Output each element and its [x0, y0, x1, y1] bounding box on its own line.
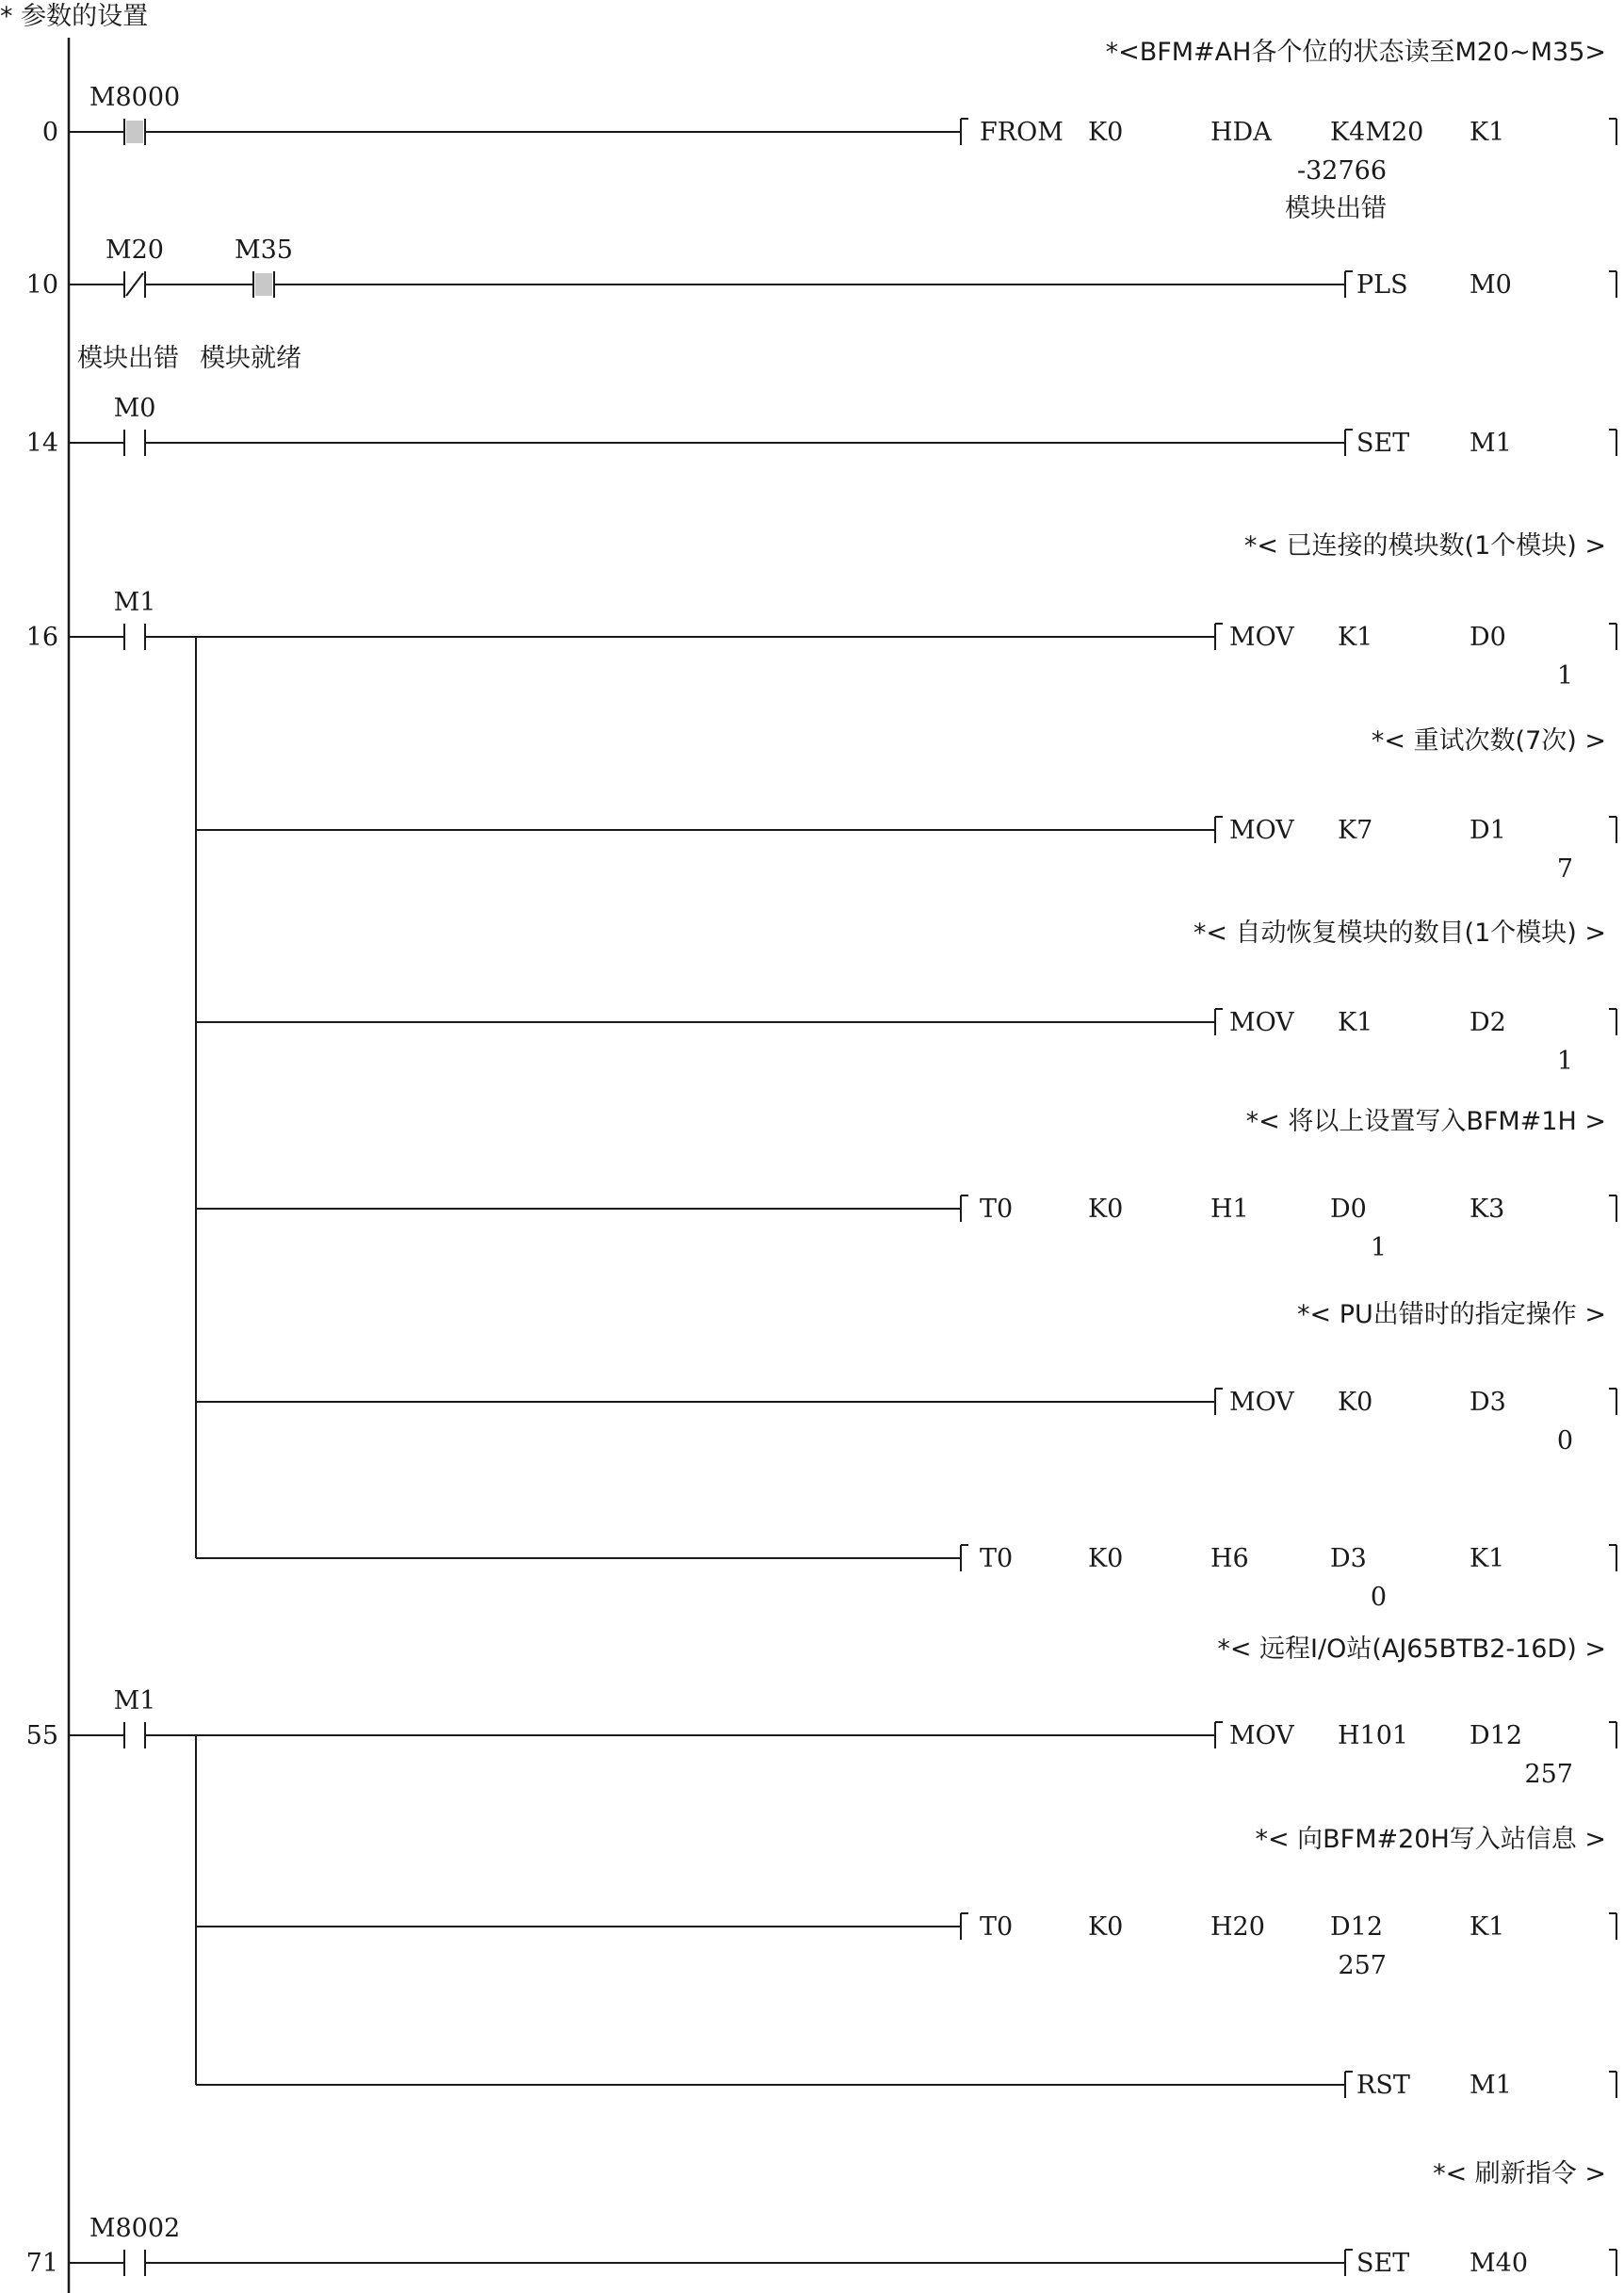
step-number: 14 — [25, 429, 58, 458]
instruction-operand: K1 — [1470, 118, 1505, 147]
instruction-operand: K0 — [1088, 118, 1124, 147]
operand-current-value: 1 — [1370, 1233, 1387, 1262]
instruction-mnemonic: T0 — [980, 1195, 1014, 1224]
instruction-operand: D2 — [1470, 1008, 1506, 1037]
instruction-mnemonic: MOV — [1229, 1008, 1294, 1037]
instruction-operand: H6 — [1210, 1544, 1249, 1573]
contact-label: M35 — [234, 236, 294, 265]
contact-shade — [255, 273, 272, 296]
instruction-operand: K7 — [1338, 816, 1373, 845]
instruction-operand: K3 — [1470, 1195, 1505, 1224]
instruction-operand: K1 — [1338, 1008, 1373, 1037]
contact-nc-slash — [126, 273, 143, 296]
rungs — [26, 38, 1616, 2278]
section-header: * 参数的设置 — [0, 2, 149, 31]
operand-current-value: 257 — [1338, 1951, 1387, 1980]
rung-comment: *< 向BFM#20H写入站信息 > — [1255, 1825, 1606, 1854]
operand-current-value: 0 — [1370, 1583, 1387, 1612]
instruction-mnemonic: SET — [1356, 2249, 1410, 2278]
instruction-mnemonic: SET — [1356, 429, 1410, 458]
instruction-operand: K1 — [1470, 1912, 1505, 1942]
instruction-mnemonic: PLS — [1356, 270, 1408, 300]
contact-label: M1 — [113, 588, 156, 617]
rung-10 — [26, 236, 1616, 373]
rung-comment: *< 将以上设置写入BFM#1H > — [1245, 1107, 1606, 1136]
instruction-operand: D0 — [1330, 1195, 1367, 1224]
instruction-operand: H101 — [1338, 1721, 1409, 1750]
operand-current-value: 1 — [1556, 661, 1573, 691]
rung-comment: *< 已连接的模块数(1个模块) > — [1243, 531, 1606, 561]
instruction-mnemonic: MOV — [1229, 1388, 1294, 1417]
instruction-operand: K0 — [1088, 1912, 1124, 1942]
instruction-operand: D3 — [1470, 1388, 1506, 1417]
rung-comment: *< 自动恢复模块的数目(1个模块) > — [1193, 919, 1606, 948]
instruction-mnemonic: MOV — [1229, 1721, 1294, 1750]
contact-note: 模块出错 — [77, 344, 179, 373]
operand-current-value: 模块出错 — [1285, 194, 1387, 223]
contact-label: M0 — [113, 394, 156, 423]
rung-comment: *< 远程I/O站(AJ65BTB2-16D) > — [1217, 1634, 1606, 1664]
instruction-operand: M40 — [1470, 2249, 1529, 2278]
instruction-mnemonic: FROM — [980, 118, 1064, 147]
instruction-operand: K1 — [1338, 623, 1373, 652]
instruction-operand: K0 — [1338, 1388, 1373, 1417]
instruction-operand: HDA — [1210, 118, 1272, 147]
instruction-mnemonic: T0 — [980, 1912, 1014, 1942]
instruction-operand: M0 — [1470, 270, 1512, 300]
contact-label: M20 — [105, 236, 165, 265]
instruction-operand: D12 — [1330, 1912, 1384, 1942]
rung-0 — [42, 38, 1616, 223]
step-number: 16 — [25, 623, 58, 652]
rung-55 — [26, 1634, 1616, 2100]
instruction-mnemonic: T0 — [980, 1544, 1014, 1573]
instruction-operand: K4M20 — [1330, 118, 1424, 147]
rung-comment: *< 重试次数(7次) > — [1371, 726, 1606, 756]
rung-71 — [26, 2159, 1616, 2278]
instruction-operand: M1 — [1470, 429, 1512, 458]
instruction-operand: H20 — [1210, 1912, 1265, 1942]
contact-label: M8002 — [89, 2214, 181, 2243]
instruction-operand: K0 — [1088, 1544, 1124, 1573]
operand-current-value: 257 — [1524, 1760, 1573, 1789]
rung-16 — [26, 531, 1616, 1612]
instruction-mnemonic: RST — [1356, 2071, 1410, 2100]
step-number: 71 — [25, 2249, 58, 2278]
instruction-operand: D0 — [1470, 623, 1506, 652]
instruction-operand: H1 — [1210, 1195, 1249, 1224]
step-number: 55 — [25, 1721, 58, 1750]
instruction-operand: K0 — [1088, 1195, 1124, 1224]
contact-label: M1 — [113, 1686, 156, 1716]
rung-comment: *<BFM#AH各个位的状态读至M20~M35> — [1105, 38, 1606, 67]
operand-current-value: 7 — [1556, 854, 1573, 884]
instruction-mnemonic: MOV — [1229, 623, 1294, 652]
instruction-mnemonic: MOV — [1229, 816, 1294, 845]
contact-shade — [126, 121, 143, 143]
contact-label: M8000 — [89, 83, 181, 112]
instruction-operand: D12 — [1470, 1721, 1523, 1750]
rung-14 — [26, 394, 1616, 458]
contact-note: 模块就绪 — [200, 344, 301, 373]
instruction-operand: K1 — [1470, 1544, 1505, 1573]
operand-current-value: -32766 — [1296, 156, 1387, 186]
step-number: 10 — [25, 270, 58, 300]
operand-current-value: 1 — [1556, 1047, 1573, 1076]
operand-current-value: 0 — [1556, 1426, 1573, 1455]
instruction-operand: D3 — [1330, 1544, 1367, 1573]
instruction-operand: M1 — [1470, 2071, 1512, 2100]
instruction-operand: D1 — [1470, 816, 1506, 845]
rung-comment: *< 刷新指令 > — [1433, 2159, 1606, 2188]
step-number: 0 — [41, 118, 58, 147]
rung-comment: *< PU出错时的指定操作 > — [1297, 1300, 1606, 1329]
